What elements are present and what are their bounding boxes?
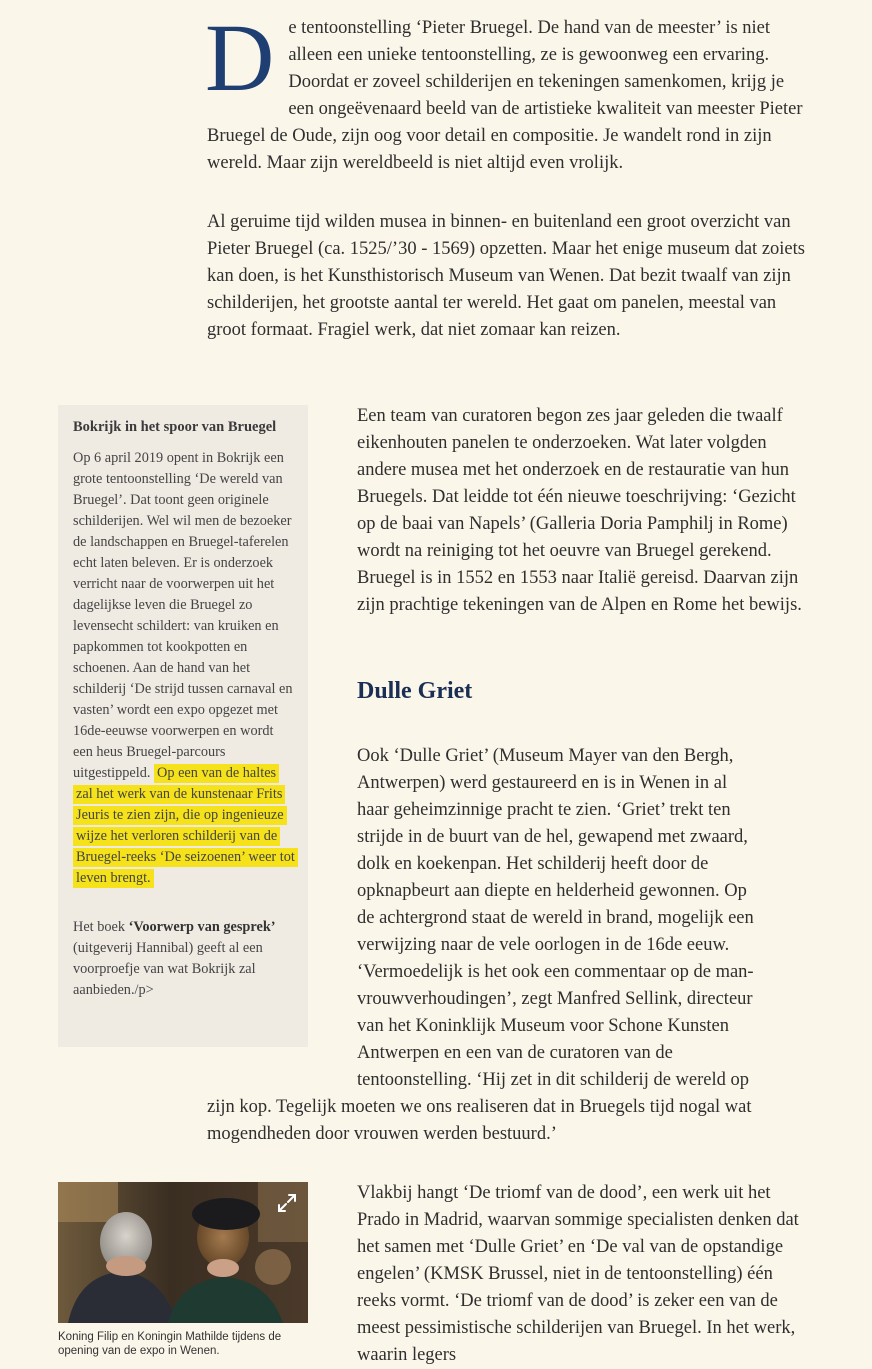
paragraph-4-line: van het Koninklijk Museum voor Schone Kunsten	[357, 1016, 730, 1036]
section-heading: Dulle Griet	[357, 678, 473, 704]
paragraph-4-line: haar geheimzinnige pracht te zien. ‘Griet’ trekt ten	[357, 800, 731, 820]
book-prefix: Het boek	[73, 919, 129, 935]
paragraph-4-line: Antwerpen) werd gestaureerd en is in Wenen in al	[357, 773, 728, 793]
paragraph-4	[207, 743, 812, 1148]
paragraph-4-line: Antwerpen en een van de curatoren van de	[357, 1043, 673, 1063]
photo-caption: Koning Filip en Koningin Mathilde tijdens de opening van de expo in Wenen.	[58, 1331, 282, 1357]
paragraph-4-line: verwijzing naar de vele oorlogen in de 16de eeuw.	[357, 935, 730, 955]
paragraph-3: Een team van curatoren begon zes jaar geleden die twaalf eikenhouten panelen te onderzoeken. Wat later volgden andere musea met het onderzoek en de restauratie van hun Bruegels. Dat leidde tot één nieuwe toeschrijving: ‘Gezicht op de baai van Napels’ (Galleria Doria Pamphilj in Rome) wordt na reiniging tot het oeuvre van Bruegel gerekend. Bruegel is in 1552 en 1553 naar Italië gereisd. Daarvan zijn zijn prachtige tekeningen van de Alpen en Rome het bewijs.	[357, 406, 802, 615]
paragraph-4-line: Ook ‘Dulle Griet’ (Museum Mayer van den Bergh,	[357, 746, 734, 766]
paragraph-4-line: vrouwverhoudingen’, zegt Manfred Sellink, directeur	[357, 989, 753, 1009]
drop-cap: D	[205, 4, 275, 111]
sidebar-title: Bokrijk in het spoor van Bruegel	[73, 419, 277, 435]
paragraph-2: Al geruime tijd wilden musea in binnen- en buitenland een groot overzicht van Pieter Bruegel (ca. 1525/’30 - 1569) opzetten. Maar het enige museum dat zoiets kan doen, is het Kunsthistorisch Museum van Wenen. Dat bezit twaalf van zijn schilderijen, het grootste aantal ter wereld. Het gaat om panelen, meestal van groot formaat. Fragiel werk, dat niet zomaar kan reizen.	[207, 212, 805, 340]
photo-figure[interactable]	[58, 1182, 308, 1323]
intro-paragraph	[205, 4, 812, 177]
paragraph-4-wrapped-lines	[357, 743, 812, 1094]
sidebar-highlight: Op een van de haltes zal het werk van de kunstenaar Frits Jeuris te zien zijn, die op ingenieuze wijze het verloren schilderij van de Bruegel-reeks ‘De seizoenen’ weer tot leven brengt.	[73, 764, 298, 888]
paragraph-4-line: opknapbeurt aan diepte en helderheid gewonnen. Op	[357, 881, 747, 901]
photo-image	[58, 1182, 308, 1323]
sidebar-body-text: Op 6 april 2019 opent in Bokrijk een grote tentoonstelling ‘De wereld van Bruegel’. Dat toont geen originele schilderijen. Wel wil men de bezoeker de landschappen en Bruegel-taferelen echt laten beleven. Er is onderzoek verricht naar de voorwerpen uit het dagelijkse leven die Bruegel zo levensecht schildert: van kruiken en papkommen tot kookpotten en schoenen. Aan de hand van het schilderij ‘De strijd tussen carnaval en vasten’ wordt een expo opgezet met 16de-eeuwse voorwerpen en wordt een heus Bruegel-parcours uitgestippeld.	[73, 450, 293, 781]
paragraph-4-line: ‘Vermoedelijk is het ook een commentaar op de man-	[357, 962, 754, 982]
paragraph-4-line: dolk en koekenpan. Het schilderij heeft door de	[357, 854, 709, 874]
paragraph-5: Vlakbij hangt ‘De triomf van de dood’, een werk uit het Prado in Madrid, waarvan sommige specialisten denken dat het samen met ‘Dulle Griet’ en ‘De val van de opstandige engelen’ (KMSK Brussel, niet in de tentoonstelling) één reeks vormt. ‘De triomf van de dood’ is zeker een van de meest pessimistische schilderijen van Bruegel. In het werk, waarin legers	[357, 1183, 799, 1365]
paragraph-4-line: tentoonstelling. ‘Hij zet in dit schilderij de wereld op	[357, 1070, 750, 1090]
paragraph-4-line: strijde in de buurt van de hel, gewapend met zwaard,	[357, 827, 748, 847]
book-title: ‘Voorwerp van gesprek’	[128, 919, 276, 935]
intro-text: e tentoonstelling ‘Pieter Bruegel. De hand van de meester’ is niet alleen een unieke tentoonstelling, ze is gewoonweg een ervaring. Doordat er zoveel schilderijen en tekeningen samenkomen, krijg je een ongeëvenaard beeld van de artistieke kwaliteit van meester Pieter Bruegel de Oude, zijn oog voor detail en compositie. Je wandelt rond in zijn wereld. Maar zijn wereldbeeld is niet altijd even vrolijk.	[207, 18, 803, 173]
book-suffix: (uitgeverij Hannibal) geeft al een voorproefje van wat Bokrijk zal aanbieden./p>	[73, 940, 263, 998]
paragraph-4-line: de achtergrond staat de wereld in brand, mogelijk een	[357, 908, 754, 928]
expand-icon[interactable]	[276, 1192, 298, 1214]
paragraph-4-tail: zijn kop. Tegelijk moeten we ons realiseren dat in Bruegels tijd nogal wat mogendheden door vrouwen werden bestuurd.’	[207, 1097, 752, 1144]
